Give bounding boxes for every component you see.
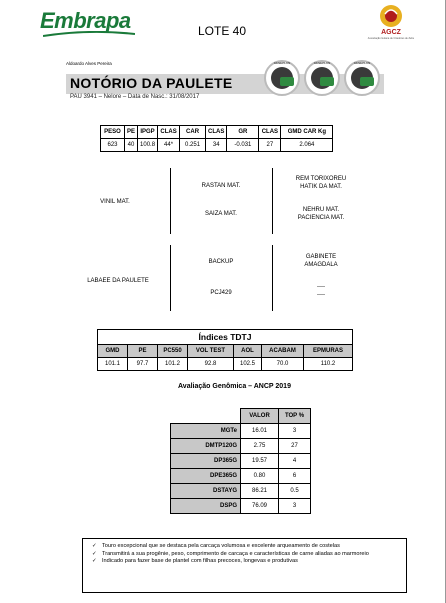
table-row: 101.1 97.7 101.2 92.8 102.5 70.0 110.2 — [98, 358, 352, 370]
pedigree-sss: REM TORIXOREU — [295, 176, 347, 182]
pedigree-sire-dam: SAIZA MAT. — [205, 211, 237, 217]
pedigree-dds: ---- — [317, 284, 325, 290]
pedigree-dam-dam: PCJ429 — [210, 290, 232, 296]
geneplus-badge: GENEPLUS — [264, 60, 300, 96]
table-header-row: PESO PE IPGP CLAS CAR CLAS GR CLAS GMD CAR Kg — [101, 126, 333, 139]
animal-name: NOTÓRIO DA PAULETE — [70, 75, 233, 91]
checkmark-icon: ✓ — [92, 550, 97, 557]
geneplus-badge: GENEPLUS — [304, 60, 340, 96]
pedigree-sire: VINIL MAT. — [100, 199, 130, 205]
embrapa-swoosh-icon — [43, 31, 135, 37]
geneplus-badge: GENEPLUS — [344, 60, 380, 96]
indices-title: Índices TDTJ — [98, 330, 352, 345]
performance-table — [100, 125, 333, 152]
cow-icon — [280, 77, 294, 86]
table-row: DMTP120G 2.75 27 — [171, 439, 311, 454]
table-row: DSTAYG 86.21 0.5 — [171, 484, 311, 499]
checkmark-icon: ✓ — [92, 543, 97, 549]
table-row: DSPG 76.09 3 — [171, 499, 311, 514]
note-item: ✓ Transmitirá a sua progênie, peso, comprimento de carcaça e características de carne aliadas ao marmoreio — [92, 550, 369, 557]
pedigree-divider — [272, 168, 273, 234]
pedigree-ddd: ---- — [317, 292, 325, 298]
breeder-name: Aldoardo Alves Pereira — [66, 61, 112, 66]
pedigree-divider — [170, 168, 171, 234]
pedigree-divider — [170, 245, 171, 311]
pedigree-dam-sire: BACKUP — [208, 259, 234, 265]
table-row: MGTe 16.01 3 — [171, 424, 311, 439]
agcz-logo-subtitle: Associação Goiana de Criadores de Zebu — [367, 37, 415, 40]
agcz-logo-text: AGCZ — [381, 29, 401, 36]
indices-table — [97, 329, 353, 371]
pedigree-sdd: PACIENCIA MAT. — [297, 215, 345, 221]
table-row: 623 40 100.8 44* 0.251 34 -0.031 27 2.064 — [101, 139, 333, 152]
cow-icon — [360, 77, 374, 86]
embrapa-logo: Embrapa — [40, 8, 131, 33]
pedigree-dam: LABAEE DA PAULETE — [87, 278, 149, 284]
table-header-row: GMD PE PC550 VOL TEST AOL ACABAM EPMURAS — [98, 345, 352, 358]
pedigree-ssd: HATIK DA MAT. — [300, 184, 342, 190]
pedigree-dsd: AMAGDALA — [304, 262, 338, 268]
table-header-row: VALOR TOP % — [171, 409, 311, 424]
genomic-title: Avaliação Genômica – ANCP 2019 — [178, 383, 291, 390]
cow-icon — [320, 77, 334, 86]
agcz-logo-icon — [368, 2, 414, 42]
note-item: ✓ Indicado para fazer base de plantel com filhas precoces, longevas e produtivas — [92, 558, 298, 565]
animal-registration: PAU 3941 – Nelore – Data de Nasc.: 31/08/2017 — [70, 94, 200, 100]
checkmark-icon: ✓ — [92, 558, 97, 565]
pedigree-sire-sire: RASTAN MAT. — [201, 183, 241, 189]
table-row: DP365G 19.57 4 — [171, 454, 311, 469]
genomic-table — [170, 408, 311, 514]
notes-box — [82, 538, 407, 593]
pedigree-sds: NEHRU MAT. — [302, 207, 340, 213]
pedigree-dss: GABINETE — [305, 254, 337, 260]
pedigree-divider — [272, 245, 273, 311]
lot-number: LOTE 40 — [198, 24, 247, 38]
table-row: DPE365G 0.80 6 — [171, 469, 311, 484]
note-item: ✓ Touro excepcional que se destaca pela carcaça volumosa e excelente arqueamento de costelas — [92, 543, 340, 549]
